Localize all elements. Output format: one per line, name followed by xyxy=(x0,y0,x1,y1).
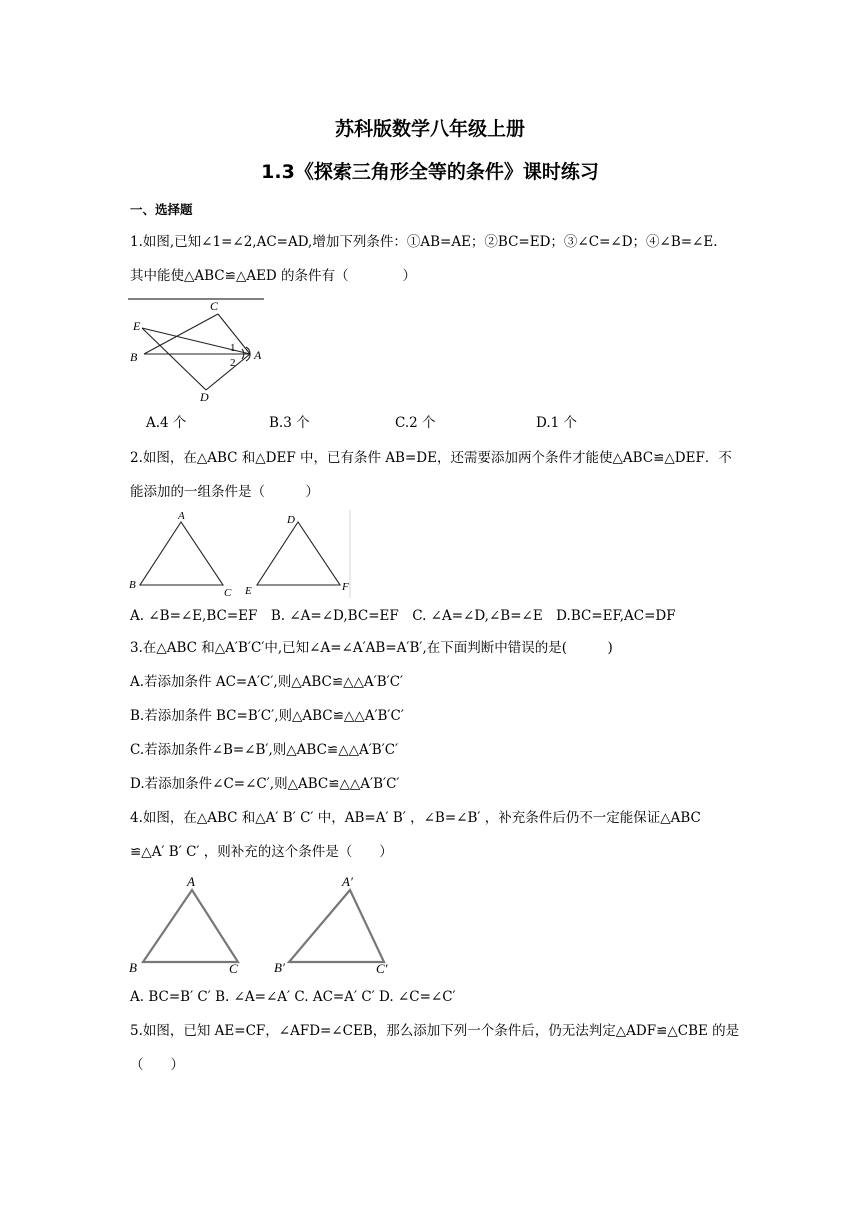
q4-line2: ≌△A′ B′ C′ ，则补充的这个条件是（ ） xyxy=(130,844,393,860)
q2-label-e: E xyxy=(245,585,252,597)
q4-options: A. BC=B′ C′ B. ∠A=∠A′ C. AC=A′ C′ D. ∠C=∠C′ xyxy=(130,989,456,1005)
q1-label-1: 1 xyxy=(230,342,236,354)
q3-option-d: D.若添加条件∠C=∠C′,则△ABC≌△△A′B′C′ xyxy=(130,776,400,792)
q1-label-d: D xyxy=(200,390,209,404)
q2-options: A. ∠B=∠E,BC=EF B. ∠A=∠D,BC=EF C. ∠A=∠D,∠B=∠E D.BC=EF,AC=DF xyxy=(130,608,676,624)
q2-line1: 2.如图，在△ABC 和△DEF 中，已有条件 AB=DE，还需要添加两个条件才能使△ABC≌△DEF．不 xyxy=(130,450,732,466)
q1-label-c: C xyxy=(210,299,219,313)
q3-option-c: C.若添加条件∠B=∠B′,则△ABC≌△△A′B′C′ xyxy=(130,742,399,758)
page-subtitle: 1.3《探索三角形全等的条件》课时练习 xyxy=(261,161,599,183)
q2-label-d: D xyxy=(287,514,295,526)
q4-label-a-prime: A′ xyxy=(342,874,353,889)
q1-label-a: A xyxy=(254,348,262,362)
q2-label-a: A xyxy=(178,510,185,522)
q3-line1: 3.在△ABC 和△A′B′C′中,已知∠A=∠A′AB=A′B′,在下面判断中错误的是( ) xyxy=(130,640,613,656)
q4-label-a: A xyxy=(187,874,195,889)
q2-label-f: F xyxy=(342,581,349,593)
q3-option-b: B.若添加条件 BC=B′C′,则△ABC≌△△A′B′C′ xyxy=(130,708,404,724)
q1-option-c: C.2 个 xyxy=(395,415,436,431)
q1-option-a: A.4 个 xyxy=(146,415,187,431)
q4-line1: 4.如图，在△ABC 和△A′ B′ C′ 中，AB=A′ B′ ，∠B=∠B′ ，补充条件后仍不一定能保证△ABC xyxy=(130,810,701,826)
page-title: 苏科版数学八年级上册 xyxy=(334,118,525,140)
q2-label-b: B xyxy=(129,579,136,591)
q2-label-c: C xyxy=(224,587,232,599)
q1-figure xyxy=(126,296,268,404)
q3-option-a: A.若添加条件 AC=A′C′,则△ABC≌△△A′B′C′ xyxy=(130,674,404,690)
q1-option-b: B.3 个 xyxy=(269,415,310,431)
q1-label-b: B xyxy=(130,350,138,364)
q2-figure xyxy=(126,508,354,600)
q4-figure xyxy=(126,872,396,980)
q4-label-b-prime: B′ xyxy=(274,960,285,975)
q4-label-b: B xyxy=(129,960,137,975)
q1-label-2: 2 xyxy=(230,357,236,369)
q5-line1: 5.如图，已知 AE=CF，∠AFD=∠CEB，那么添加下列一个条件后，仍无法判定△ADF≌△CBE 的是 xyxy=(130,1023,740,1039)
q1-option-d: D.1 个 xyxy=(536,415,578,431)
q5-line2: （ ） xyxy=(130,1057,184,1073)
q1-label-e: E xyxy=(133,319,141,333)
q4-label-c: C xyxy=(229,961,238,976)
q2-line2: 能添加的一组条件是（ ） xyxy=(130,484,319,500)
q1-line1: 1.如图,已知∠1=∠2,AC=AD,增加下列条件：①AB=AE；②BC=ED；③∠C=∠D；④∠B=∠E. xyxy=(130,234,718,250)
q1-line2: 其中能使△ABC≌△AED 的条件有（ ） xyxy=(130,268,417,284)
section-heading: 一、选择题 xyxy=(130,202,193,217)
q4-label-c-prime: C′ xyxy=(376,961,388,976)
